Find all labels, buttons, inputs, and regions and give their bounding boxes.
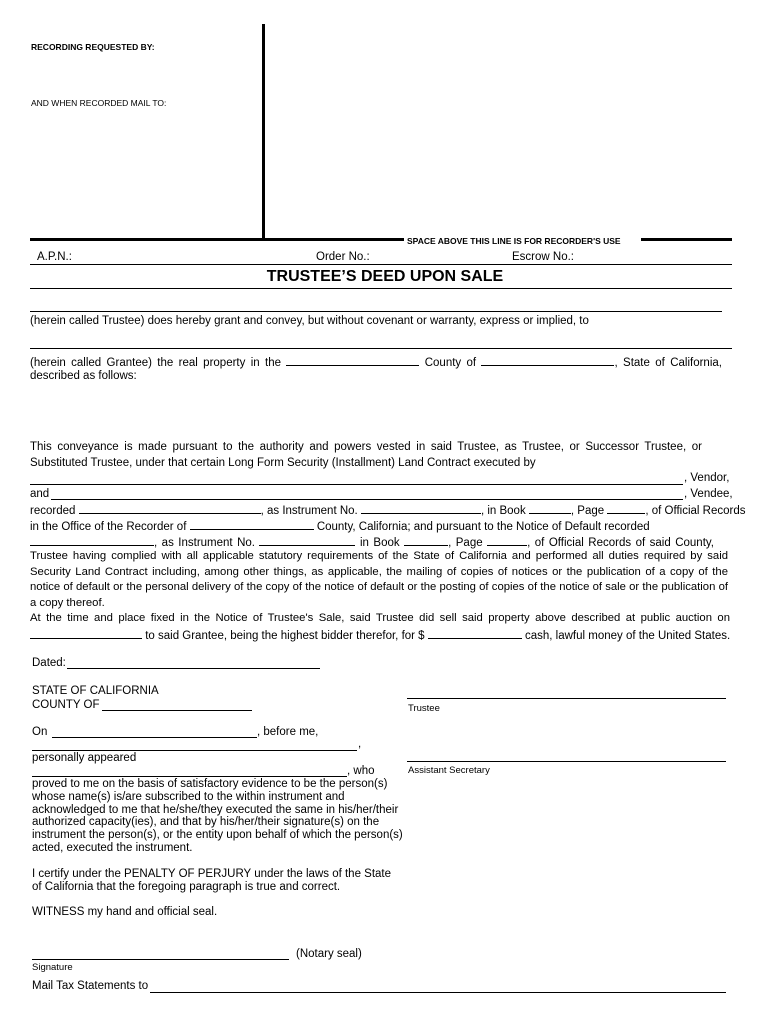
vendor-label: , Vendor, [684, 472, 730, 484]
signature-label: Signature [32, 962, 73, 973]
certify-paragraph [32, 868, 391, 894]
notary-signature-line[interactable] [32, 959, 289, 960]
proved-line-6: acted, executed the instrument. [32, 841, 193, 854]
on-date-blank[interactable] [52, 737, 257, 738]
in-book-label: , in Book [480, 505, 526, 517]
as-instrument-label-2: , as Instrument No. [154, 537, 255, 549]
sale-text-b: cash, lawful money of the United States. [524, 630, 731, 642]
sale-line-1: At the time and place fixed in the Notice of Trustee's Sale, said Trustee did sell said property above described at public auction on [30, 612, 730, 624]
document-title: TRUSTEE’S DEED UPON SALE [266, 268, 504, 285]
notary-seal-label: (Notary seal) [296, 948, 362, 960]
notary-name-comma: , [358, 738, 362, 750]
recorder-space-rule-right [641, 238, 732, 241]
assistant-secretary-label: Assistant Secretary [408, 765, 490, 776]
compliance-line-1: Trustee having complied with all applicable statutory requirements of the State of California and performed all duties required by said [30, 550, 728, 562]
grantee-text-c: , State of California, [614, 357, 722, 369]
in-book-label-2: in Book [359, 537, 400, 549]
described-as-follows: described as follows: [30, 370, 137, 382]
proved-line-4: authorized capacity(ies), and that by his/her/their signature(s) on the [32, 816, 380, 829]
county-of-blank[interactable] [102, 710, 252, 711]
recorder-space-rule-left [30, 238, 404, 241]
trustee-signature-line[interactable] [407, 698, 726, 699]
vendee-label: , Vendee, [684, 488, 733, 500]
on-label: On [32, 726, 48, 738]
book-blank[interactable] [529, 502, 571, 514]
notice-default-label: County, California; and pursuant to the Notice of Default recorded [316, 521, 650, 533]
proved-line-5: instrument the person(s), or the entity upon behalf of which the person(s) [32, 829, 403, 842]
compliance-paragraph [30, 549, 728, 611]
sale-line-2 [30, 627, 730, 645]
recorded-label: recorded [30, 505, 76, 517]
vendee-name-line [51, 499, 683, 500]
default-date-blank[interactable] [30, 534, 154, 546]
compliance-line-4: a copy thereof. [30, 596, 105, 609]
sale-date-blank[interactable] [30, 627, 142, 639]
grantee-text-b: County of [424, 357, 477, 369]
who-label: , who [347, 765, 375, 777]
recorder-county-blank[interactable] [190, 518, 314, 530]
official-county-label: , of Official Records of said County, [527, 537, 714, 549]
personally-appeared-label: personally appeared [32, 752, 137, 764]
grant-clause: (herein called Trustee) does hereby grant and convey, but without covenant or warranty, express or implied, to [30, 315, 589, 327]
and-label: and [30, 488, 50, 500]
trustee-name-line [30, 311, 722, 312]
assistant-secretary-signature-line[interactable] [407, 761, 726, 762]
recorder-vertical-divider [262, 24, 265, 240]
grantee-name-line [30, 348, 732, 349]
when-recorded-mail-to-label: AND WHEN RECORDED MAIL TO: [31, 98, 167, 108]
certify-line-1: I certify under the PENALTY OF PERJURY under the laws of the State [32, 868, 392, 880]
mail-tax-blank[interactable] [150, 992, 726, 993]
default-page-blank[interactable] [487, 534, 527, 546]
apn-label: A.P.N.: [37, 251, 72, 263]
conveyance-line-1: This conveyance is made pursuant to the authority and powers vested in said Trustee, as Trustee, or Successor Trustee, or [30, 441, 702, 453]
grantee-text-a: (herein called Grantee) the real property in the [30, 357, 282, 369]
mail-tax-statements-label: Mail Tax Statements to [32, 980, 149, 992]
page-label: , Page [570, 505, 605, 517]
witness-label: WITNESS my hand and official seal. [32, 906, 218, 918]
compliance-line-3: notice of default or the personal delivery of the copy of the notice of default or the posting of copies of the notice of sale or the publication of [30, 581, 728, 594]
proved-line-1: proved to me on the basis of satisfactory evidence to be the person(s) [32, 778, 388, 790]
conveyance-line-2: Substituted Trustee, under that certain Long Form Security (Installment) Land Contract executed by [30, 457, 536, 469]
state-of-california: STATE OF CALIFORNIA [32, 685, 159, 697]
instrument-no-blank[interactable] [361, 502, 481, 514]
recorders-use-label: SPACE ABOVE THIS LINE IS FOR RECORDER'S USE [407, 236, 621, 246]
order-no-label: Order No.: [316, 251, 370, 263]
in-office-label: in the Office of the Recorder of [30, 521, 187, 533]
notary-name-blank[interactable] [32, 750, 357, 751]
proved-line-3: acknowledged to me that he/she/they executed the same in his/her/their [32, 803, 399, 816]
sale-amount-blank[interactable] [428, 627, 522, 639]
county-blank-1[interactable] [286, 354, 419, 366]
before-me-label: , before me, [257, 726, 319, 738]
certify-line-2: of California that the foregoing paragraph is true and correct. [32, 880, 341, 893]
county-blank-2[interactable] [481, 354, 614, 366]
trustee-signature-label: Trustee [408, 703, 440, 714]
official-records-label: , of Official Records [645, 505, 746, 517]
recording-requested-by-label: RECORDING REQUESTED BY: [31, 42, 155, 52]
dated-label: Dated: [32, 657, 66, 669]
page-label-2: , Page [448, 537, 483, 549]
as-instrument-label: , as Instrument No. [260, 505, 358, 517]
sale-text-a: to said Grantee, being the highest bidder therefor, for $ [145, 630, 425, 642]
proved-paragraph [32, 778, 403, 855]
recorded-line [30, 502, 746, 520]
default-instrument-blank[interactable] [259, 534, 355, 546]
appeared-name-blank[interactable] [32, 776, 347, 777]
proved-line-2: whose name(s) is/are subscribed to the within instrument and [32, 790, 345, 803]
recorder-office-line [30, 518, 650, 536]
grantee-clause [30, 354, 722, 372]
escrow-no-label: Escrow No.: [512, 251, 574, 263]
dated-blank[interactable] [67, 668, 320, 669]
ref-underline [30, 264, 732, 265]
page-blank[interactable] [607, 502, 645, 514]
compliance-line-2: Security Land Contract including, among other things, as applicable, the mailing of copies of notices or the publication of a copy of the [30, 565, 728, 578]
title-underline [30, 288, 732, 289]
recorded-date-blank[interactable] [79, 502, 261, 514]
county-of-label: COUNTY OF [32, 699, 100, 711]
vendor-name-line [30, 484, 683, 485]
default-book-blank[interactable] [404, 534, 448, 546]
